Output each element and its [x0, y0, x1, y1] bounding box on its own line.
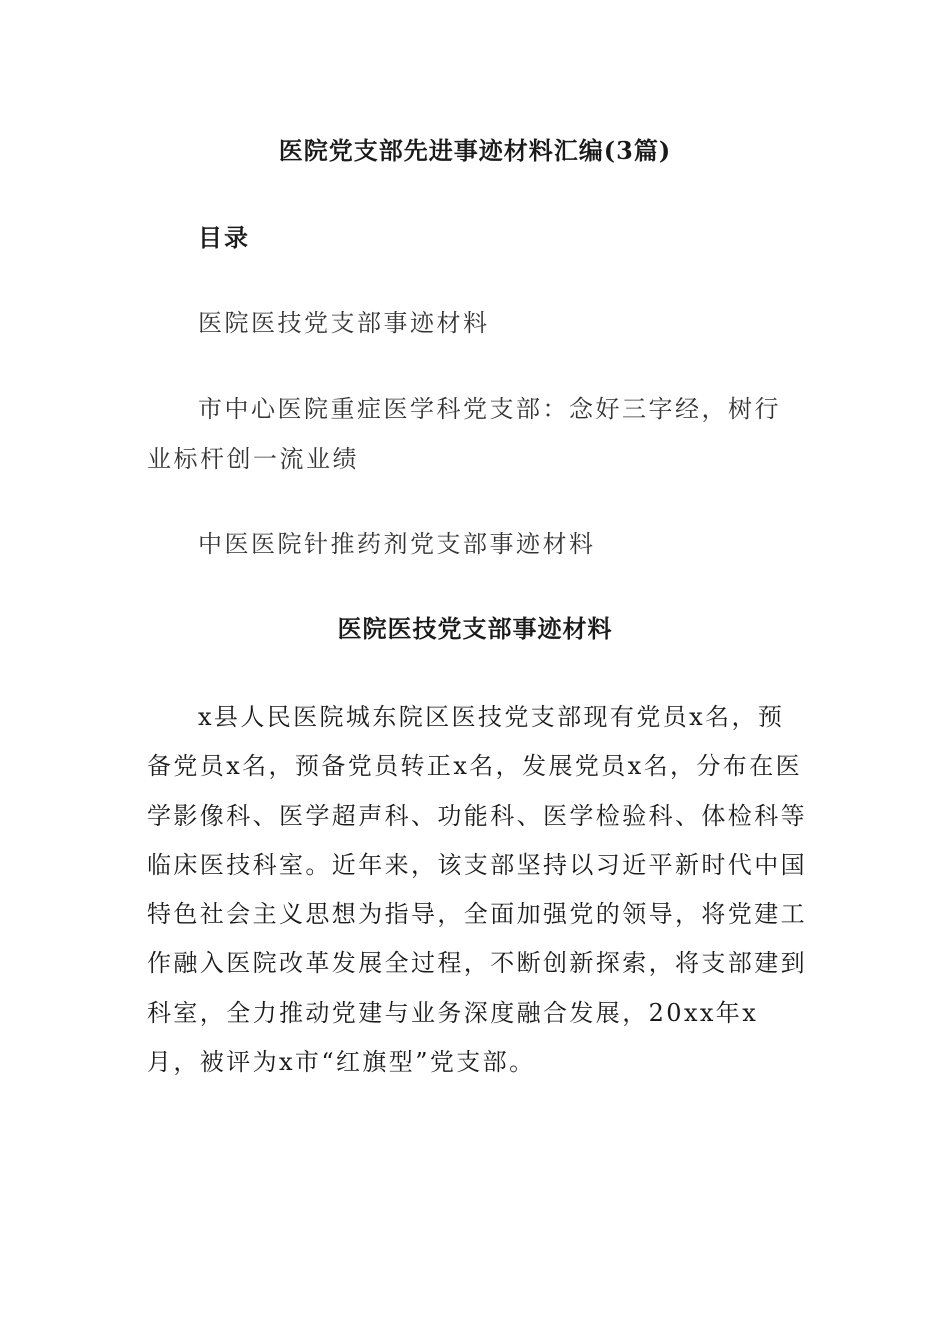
toc-item: 医院医技党支部事迹材料	[198, 309, 490, 337]
body-paragraph: x县人民医院城东院区医技党支部现有党员x名，预备党员x名，预备党员转正x名，发展党员x名，分布在医学影像科、医学超声科、功能科、医学检验科、体检科等临床医技科室。近年来，该支部坚持以习近平新时代中国特色社会主义思想为指导，全面加强党的领导，将党建工作融入医院改革发展全过程，不断创新探索，将支部建到科室，全力推动党建与业务深度融合发展，20xx年x月，被评为x市“红旗型”党支部。	[147, 703, 807, 1077]
document-title: 医院党支部先进事迹材料汇编(3篇)	[278, 136, 672, 165]
toc-heading: 目录	[198, 223, 250, 252]
toc-item: 市中心医院重症医学科党支部：念好三字经，树行业标杆创一流业绩	[147, 395, 781, 473]
toc-item: 中医医院针推药剂党支部事迹材料	[198, 530, 596, 558]
section-title: 医院医技党支部事迹材料	[337, 614, 613, 643]
